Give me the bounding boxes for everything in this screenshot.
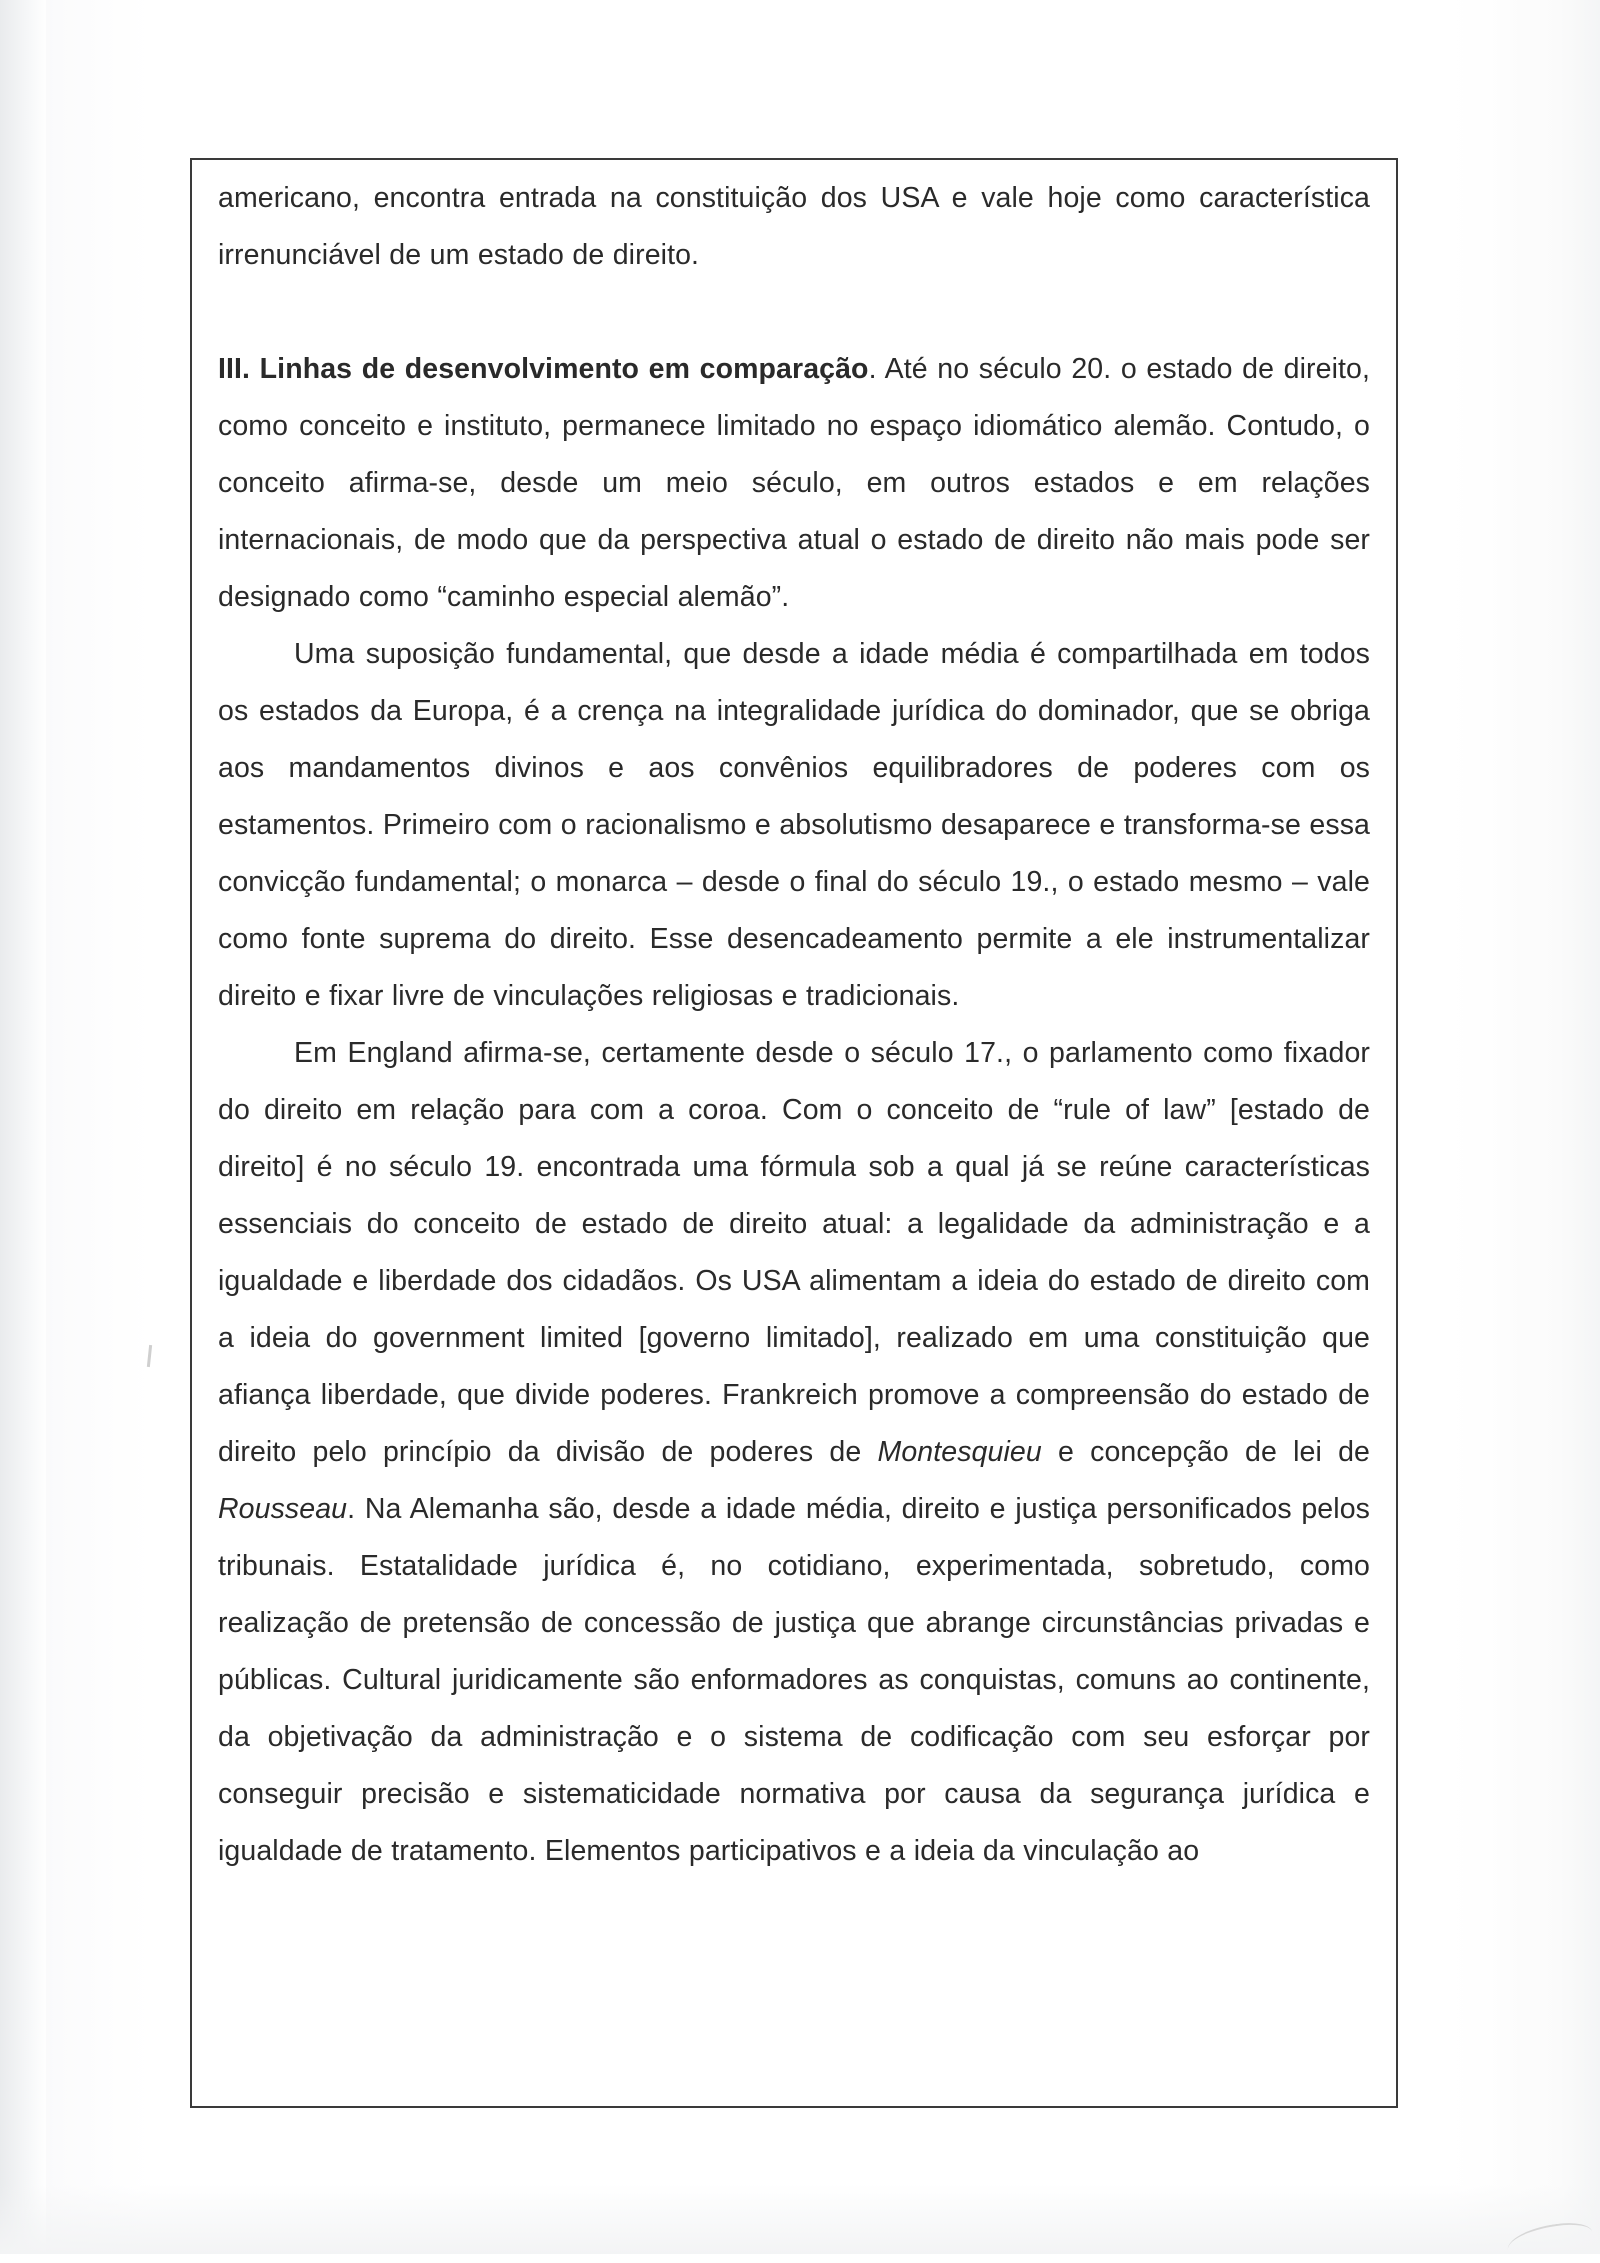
paragraph-suposicao: [218, 626, 1370, 1025]
scan-bottom-edge-shadow: [0, 2184, 1600, 2254]
scan-left-edge-shadow: [0, 0, 46, 2254]
proper-name-italic: Rousseau: [218, 1493, 348, 1525]
paragraph-england: [218, 1025, 1370, 1880]
document-text-body: [218, 170, 1370, 1880]
proper-name-italic: Montesquieu: [877, 1436, 1042, 1468]
paragraph-text-run: e concepção de lei de: [1041, 1436, 1370, 1468]
paragraph-text-run: . Até no século 20. o estado de direito, como conceito e instituto, permanece limitado no espaço idiomático alemão. Contudo, o conceito afirma-se, desde um meio século, em outros estados e em relações internacionais, de modo que da perspectiva atual o estado de direito não mais pode ser designado como “caminho especial alemão”.: [218, 353, 1370, 613]
paragraph-text-run: americano, encontra entrada na constituição dos USA e vale hoje como característica irrenunciável de um estado de direito.: [218, 182, 1370, 271]
paragraph-text-run: Em England afirma-se, certamente desde o século 17., o parlamento como fixador do direito em relação para com a coroa. Com o conceito de “rule of law” [estado de direito] é no século 19. encontrada uma fórmula sob a qual já se reúne características essenciais do conceito de estado de direito atual: a legalidade da administração e a igualdade e liberdade dos cidadãos. Os USA alimentam a ideia do estado de direito com a ideia do government limited [governo limitado], realizado em uma constituição que afiança liberdade, que divide poderes. Frankreich promove a compreensão do estado de direito pelo princípio da divisão de poderes de: [218, 1037, 1370, 1468]
section-heading-text: III. Linhas de desenvolvimento em comparação: [218, 353, 869, 385]
paragraph-continuation: [218, 170, 1370, 284]
paragraph-section-iii: [218, 341, 1370, 626]
paragraph-text-run: . Na Alemanha são, desde a idade média, direito e justiça personificados pelos tribunais. Estatalidade jurídica é, no cotidiano, experimentada, sobretudo, como realização de pretensão de concessão de justiça que abrange circunstâncias privadas e públicas. Cultural juridicamente são enformadores as conquistas, comuns ao continente, da objetivação da administração e o sistema de codificação com seu esforçar por conseguir precisão e sistematicidade normativa por causa da segurança jurídica e igualdade de tratamento. Elementos participativos e a ideia da vinculação ao: [218, 1493, 1370, 1867]
paragraph-text-run: Uma suposição fundamental, que desde a idade média é compartilhada em todos os estados da Europa, é a crença na integralidade jurídica do dominador, que se obriga aos mandamentos divinos e aos convênios equilibradores de poderes com os estamentos. Primeiro com o racionalismo e absolutismo desaparece e transforma-se essa convicção fundamental; o monarca – desde o final do século 19., o estado mesmo – vale como fonte suprema do direito. Esse desencadeamento permite a ele instrumentalizar direito e fixar livre de vinculações religiosas e tradicionais.: [218, 638, 1370, 1012]
text-frame-border: [190, 158, 1398, 2108]
